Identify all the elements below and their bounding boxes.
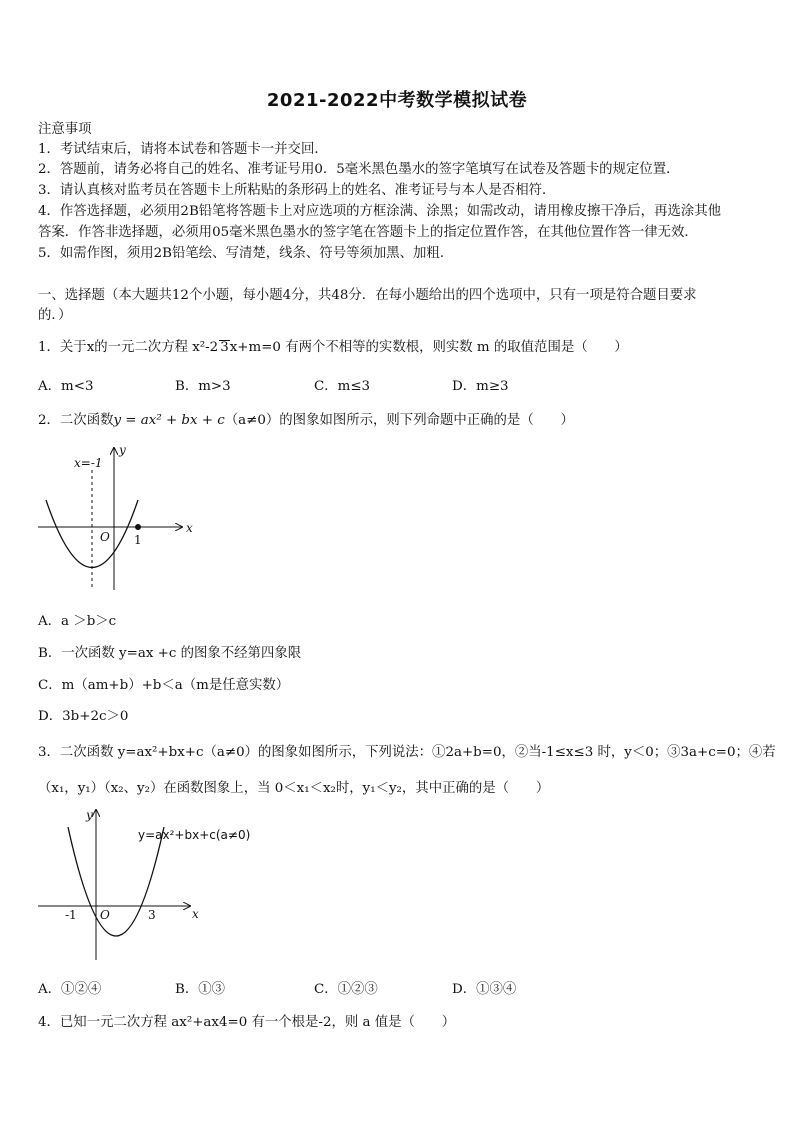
q2-parabola xyxy=(46,500,138,568)
q2-option-a: A．a ＞b＞c xyxy=(38,614,117,629)
notice-item: 5．如需作图，须用2B铅笔绘、写清楚，线条、符号等须加黑、加粗． xyxy=(38,246,454,261)
question-1 xyxy=(38,338,758,358)
notice-item: 2．答题前，请务必将自己的姓名、准考证号用0．5毫米黑色墨水的签字笔填写在试卷及答题卡的规定位置． xyxy=(38,162,680,177)
q2-suffix: 的图象如图所示，则下列命题中正确的是（ ） xyxy=(279,413,574,428)
notice-item: 答案．作答非选择题，必须用05毫米黑色墨水的签字笔在答题卡上的指定位置作答，在其他位置作答一律无效． xyxy=(38,225,698,240)
q3-right-root-label: 3 xyxy=(148,908,156,922)
q2-prefix: 2．二次函数 xyxy=(38,413,114,428)
page-title: 2021-2022中考数学模拟试卷 xyxy=(266,90,528,111)
q2-option-c: C．m（am+b）+b＜a（m是任意实数） xyxy=(38,678,290,693)
q2-origin-label: O xyxy=(100,530,110,544)
q2-axis-line-label: x=-1 xyxy=(74,456,103,470)
notice-item: 4．作答选择题，必须用2B铅笔将答题卡上对应选项的方框涂满、涂黑；如需改动，请用橡皮擦干净后，再选涂其他 xyxy=(38,204,722,219)
q3-curve-label: y=ax²+bx+c(a≠0) xyxy=(138,828,251,842)
q2-graph xyxy=(30,440,210,605)
q2-point-label: 1 xyxy=(134,533,142,547)
q3-graph xyxy=(30,805,270,965)
q2-option-b: B．一次函数 y=ax +c 的图象不经第四象限 xyxy=(38,646,302,661)
q2-point-1 xyxy=(135,524,141,530)
q3-option-a: A．①②④ xyxy=(38,982,102,997)
q2-formula: y = ax² + bx + c xyxy=(113,413,225,428)
section-header: 一、选择题（本大题共12个小题，每小题4分，共48分．在每小题给出的四个选项中，只有一项是符合题目要求 xyxy=(38,288,697,303)
q3-option-b: B．①③ xyxy=(175,982,226,997)
section-header-cont: 的．） xyxy=(38,308,72,323)
q2-cond: （a≠0） xyxy=(224,413,280,428)
q3-option-d: D．①③④ xyxy=(452,982,517,997)
q2-x-label: x xyxy=(186,521,193,535)
q3-origin-label: O xyxy=(100,908,110,922)
q3-option-c: C．①②③ xyxy=(314,982,378,997)
question-3: 3．二次函数 y=ax²+bx+c（a≠0）的图象如图所示，下列说法：①2a+b=0，②当-1≤x≤3 时，y＜0；③3a+c=0；④若 xyxy=(38,745,776,760)
q1-prefix: 1．关于x的一元二次方程 x²-2 xyxy=(38,340,219,355)
q1-sqrt: 3 xyxy=(220,340,229,355)
question-4: 4．已知一元二次方程 ax²+ax4=0 有一个根是-2，则 a 值是（ ） xyxy=(38,1015,456,1030)
q2-option-d: D．3b+2c＞0 xyxy=(38,709,129,724)
notice-heading: 注意事项 xyxy=(38,122,92,137)
notice-item: 1．考试结束后，请将本试卷和答题卡一并交回． xyxy=(38,142,328,157)
q3-y-label: y xyxy=(86,808,93,822)
question-2 xyxy=(38,411,758,431)
question-3-cont: （x₁，y₁）（x₂、y₂）在函数图象上，当 0＜x₁＜x₂时，y₁＜y₂，其中正确的是（ ） xyxy=(38,781,550,796)
q1-suffix: x+m=0 有两个不相等的实数根，则实数 m 的取值范围是（ ） xyxy=(229,340,628,355)
q3-x-label: x xyxy=(192,907,199,921)
q1-option-d: D．m≥3 xyxy=(452,379,509,394)
q3-left-root-label: -1 xyxy=(65,908,77,922)
q1-option-a: A．m<3 xyxy=(38,379,94,394)
q1-option-c: C．m≤3 xyxy=(314,379,371,394)
q2-y-label: y xyxy=(119,443,126,457)
notice-item: 3．请认真核对监考员在答题卡上所粘贴的条形码上的姓名、准考证号与本人是否相符． xyxy=(38,183,556,198)
q1-option-b: B．m>3 xyxy=(175,379,231,394)
